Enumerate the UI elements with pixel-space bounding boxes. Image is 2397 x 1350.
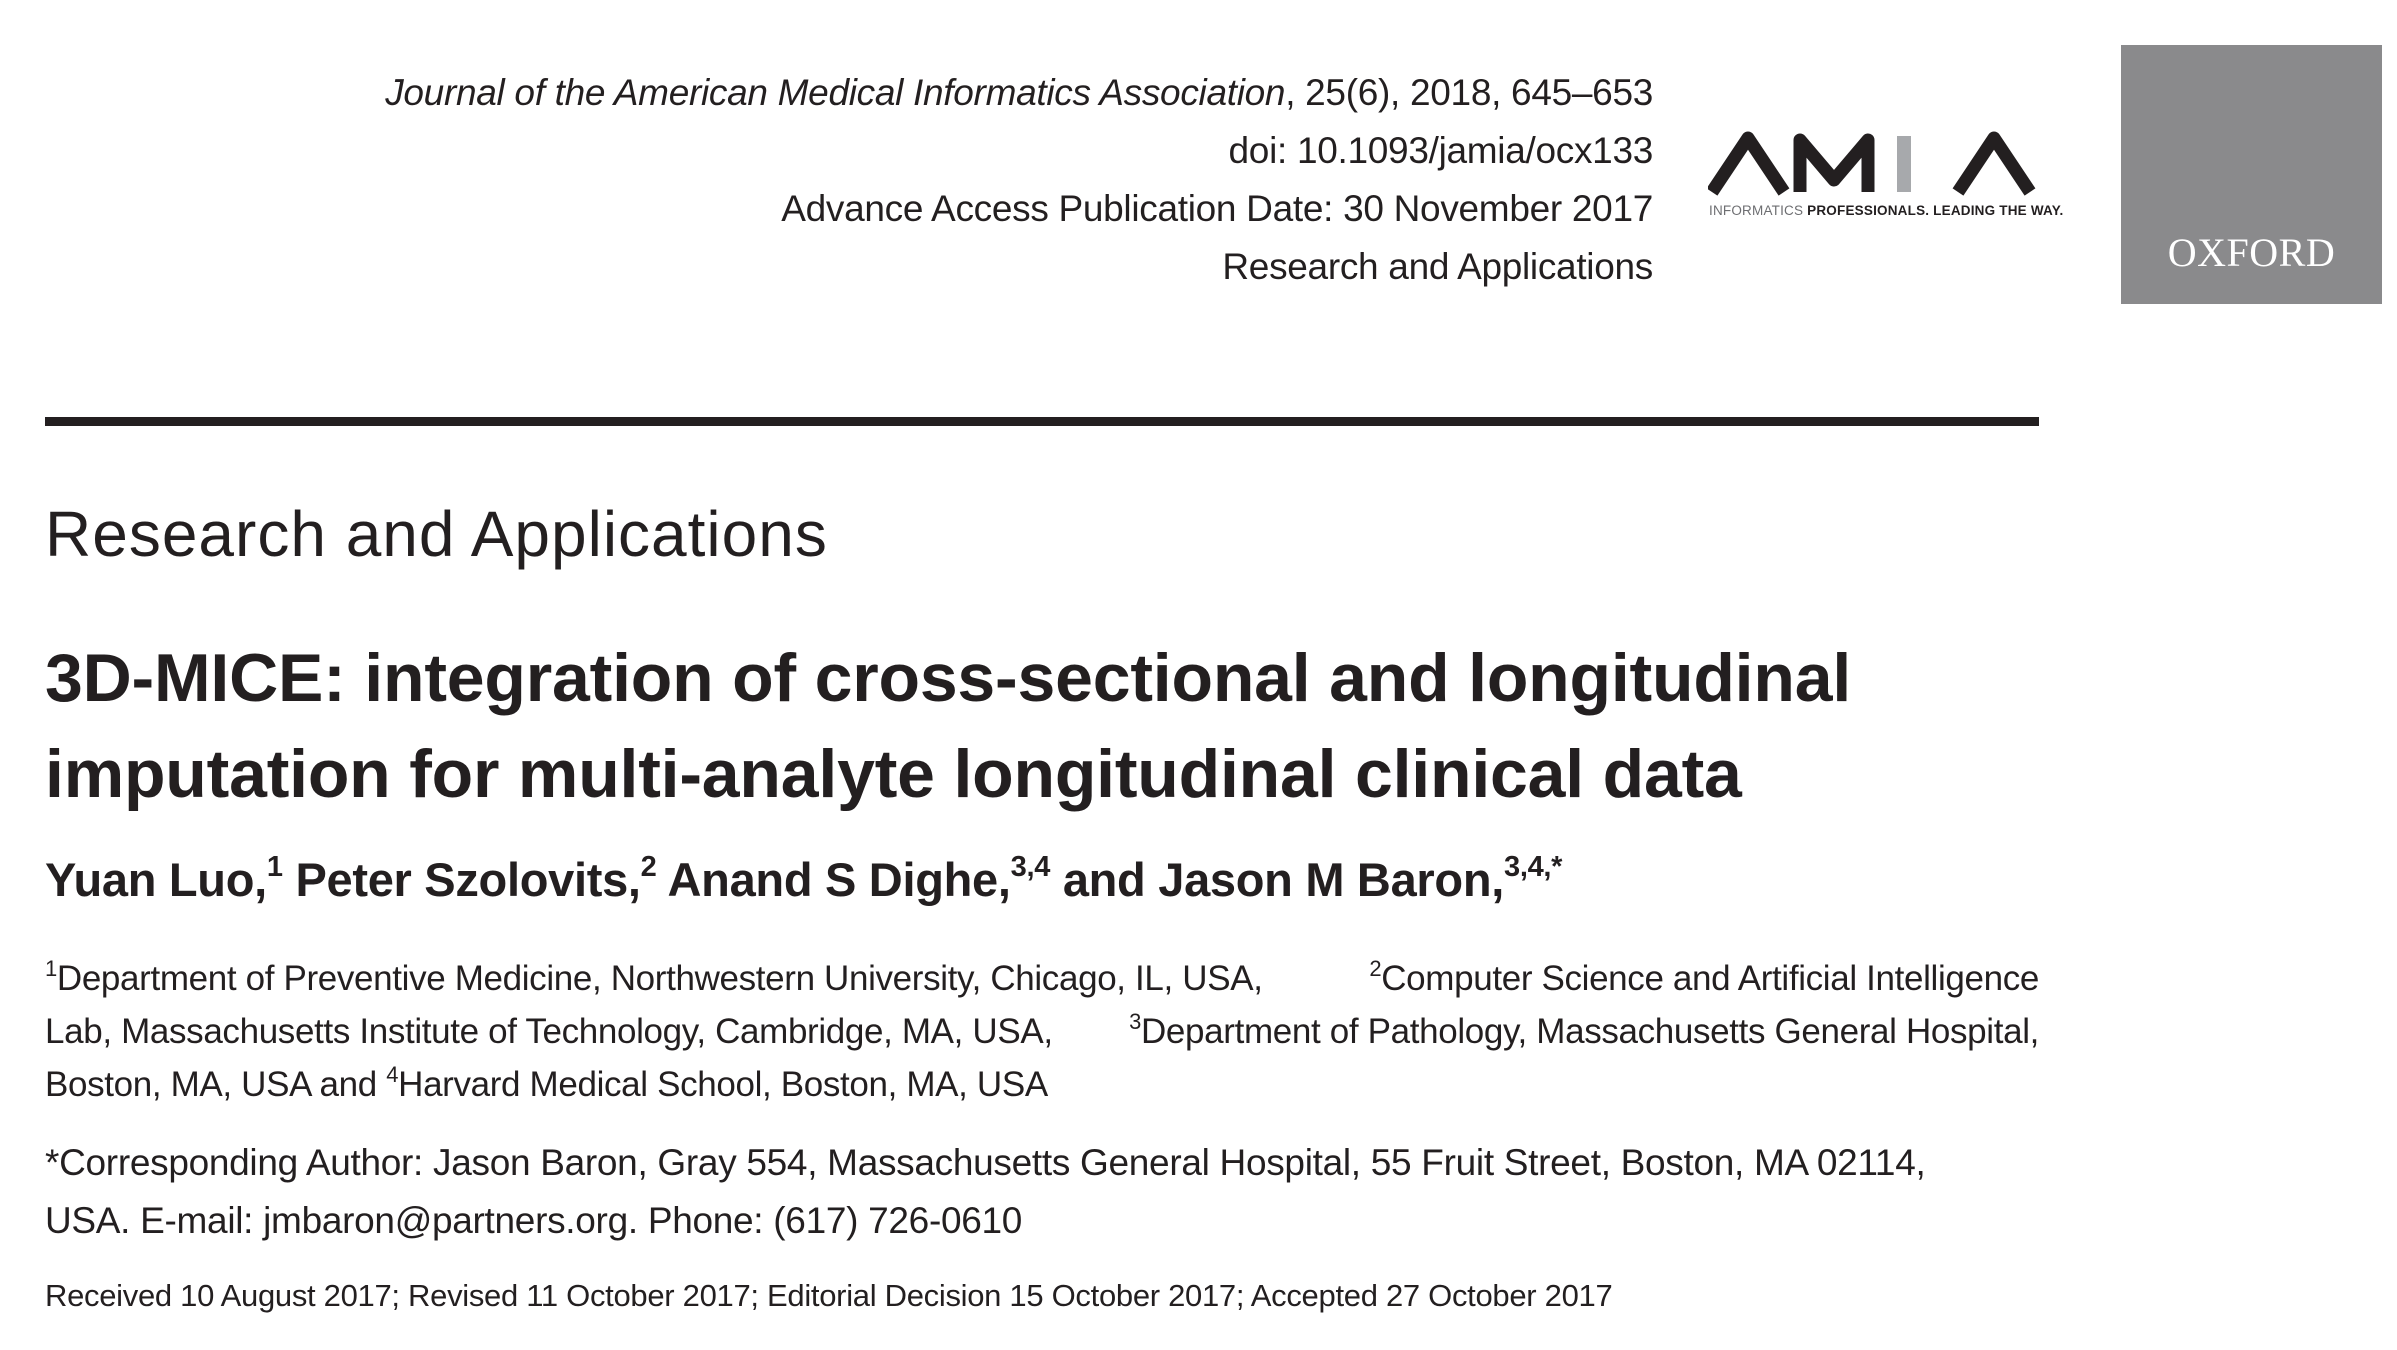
author-affiliation-ref: 2	[640, 851, 657, 883]
title-line-2: imputation for multi-analyte longitudinal clinical data	[45, 736, 1742, 812]
title-line-1: 3D-MICE: integration of cross-sectional and longitudinal	[45, 640, 1852, 716]
amia-letter-m	[1800, 140, 1868, 192]
author-affiliation-ref: 1	[266, 851, 283, 883]
author-name[interactable]: Yuan Luo,	[45, 853, 267, 906]
amia-tagline: INFORMATICS PROFESSIONALS. LEADING THE WAY.	[1709, 203, 2064, 218]
oxford-logo	[2121, 45, 2382, 304]
author-name[interactable]: Peter Szolovits,	[295, 853, 641, 906]
corresponding-author	[45, 1134, 2039, 1250]
amia-letter-i	[1897, 136, 1911, 192]
affiliations	[45, 952, 2039, 1111]
affiliation-1: Department of Preventive Medicine, Northwestern University, Chicago, IL, USA,	[56, 959, 1263, 998]
journal-name: Journal of the American Medical Informatics Association	[385, 72, 1286, 113]
journal-header	[353, 64, 1653, 296]
affiliation-3: Department of Pathology, Massachusetts General Hospital,	[1141, 1012, 2039, 1051]
journal-volume-pages: , 25(6), 2018, 645–653	[1285, 72, 1653, 113]
author-list	[45, 852, 1562, 907]
header-divider	[45, 417, 2039, 426]
affiliation-line-1: $^1$Department of Preventive Medicine, Northwestern University, Chicago, IL, USA, $^2$Computer Science and Artificial Intelligence	[45, 956, 2039, 998]
affiliation-line-3: Boston, MA, USA and $^4$Harvard Medical School, Boston, MA, USA	[45, 1062, 1048, 1104]
author-affiliation-ref: 3,4,*	[1503, 851, 1563, 883]
affiliation-line-2: Lab, Massachusetts Institute of Technology, Cambridge, MA, USA, $^3$Department of Pathology, Massachusetts General Hospital,	[45, 1009, 2039, 1051]
received-dates: Received 10 August 2017; Revised 11 October 2017; Editorial Decision 15 October 2017; Accepted 27 October 2017	[45, 1278, 1613, 1313]
corresponding-line-2[interactable]: USA. E-mail: jmbaron@partners.org. Phone: (617) 726-0610	[45, 1200, 1023, 1241]
header-section: Research and Applications	[1222, 246, 1653, 287]
amia-letter-a1	[1712, 138, 1784, 192]
oxford-wordmark: OXFORD	[2167, 230, 2336, 275]
journal-citation-line	[353, 64, 1653, 122]
amia-letter-a2	[1958, 138, 2030, 192]
author-name[interactable]: and Jason M Baron,	[1062, 853, 1504, 906]
author-affiliation-ref: 3,4	[1010, 851, 1051, 883]
affiliation-2: Computer Science and Artificial Intelligence	[1381, 959, 2039, 998]
doi-link[interactable]: doi: 10.1093/jamia/ocx133	[1228, 130, 1653, 171]
paper-title	[45, 630, 2045, 822]
affiliation-4: Harvard Medical School, Boston, MA, USA	[398, 1065, 1048, 1104]
author-name[interactable]: Anand S Dighe,	[667, 853, 1011, 906]
corresponding-line-1: *Corresponding Author: Jason Baron, Gray 554, Massachusetts General Hospital, 55 Fruit Street, Boston, MA 02114,	[45, 1142, 1926, 1183]
advance-access-date: Advance Access Publication Date: 30 November 2017	[781, 188, 1653, 229]
section-label: Research and Applications	[45, 498, 828, 570]
